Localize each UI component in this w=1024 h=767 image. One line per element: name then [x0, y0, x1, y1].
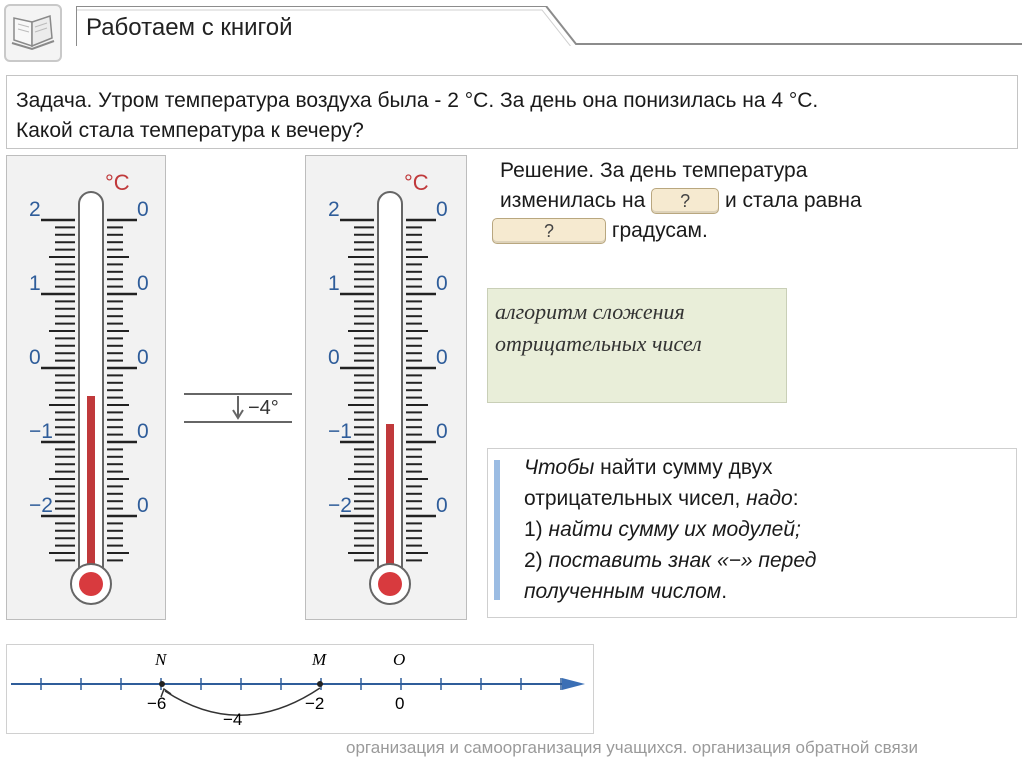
change-label: −4°	[248, 397, 279, 419]
solution-part-1: Решение. За день температура	[500, 159, 808, 182]
scale-label-left: 1	[328, 272, 340, 295]
number-line	[6, 644, 594, 734]
scale-label-left: 1	[29, 272, 41, 295]
scale-label-right: 0	[137, 198, 149, 221]
number-line-graphic	[7, 645, 595, 735]
rule-step2: поставить знак «−» перед	[548, 549, 817, 572]
bulb-left	[79, 572, 103, 596]
scale-label-right: 0	[137, 494, 149, 517]
unit-label: °C	[404, 170, 429, 195]
mercury-column-right	[386, 424, 394, 586]
task-line-1: Задача. Утром температура воздуха была - 2 °С. За день она понизилась на 4 °С.	[16, 89, 819, 112]
arc-label: −4	[223, 710, 243, 729]
scale-label-left: 0	[29, 346, 41, 369]
scale-label-left: −1	[328, 420, 352, 443]
solution-text	[500, 156, 1020, 246]
scale-label-right: 0	[436, 494, 448, 517]
scale-label-left: 0	[328, 346, 340, 369]
point-label-o: O	[393, 650, 406, 669]
scale-label-left: 2	[328, 198, 340, 221]
mercury-column-left	[87, 396, 95, 586]
scale-label-left: −2	[328, 494, 352, 517]
rule-line2: отрицательных чисел,	[524, 487, 747, 510]
arrow-right-icon	[562, 678, 585, 690]
rule-step2-number: 2)	[524, 549, 549, 572]
solution-part-4: градусам.	[611, 219, 708, 242]
bulb-right	[378, 572, 402, 596]
task-text	[16, 86, 1016, 146]
thermometer-right	[305, 155, 467, 620]
scale-label-left: −2	[29, 494, 53, 517]
tick-label-zero: 0	[395, 694, 405, 713]
scale-label-left: −1	[29, 420, 53, 443]
thermometer-right-graphic	[306, 156, 468, 621]
scale-label-left: 2	[29, 198, 41, 221]
answer-blank-1[interactable]: ?	[651, 188, 719, 214]
tick-label-minus2: −2	[305, 694, 325, 713]
point-label-m: M	[312, 650, 327, 669]
rule-step1: найти сумму их модулей;	[548, 518, 801, 541]
answer-blank-2[interactable]: ?	[492, 218, 606, 244]
book-icon[interactable]	[4, 4, 62, 62]
rule-line2-italic: надо	[746, 487, 793, 510]
temperature-change-indicator	[182, 388, 294, 428]
tick-label-minus6: −6	[147, 694, 167, 713]
rule-intro-rest: найти сумму двух	[594, 456, 773, 479]
rule-line2-colon: :	[792, 487, 799, 510]
thermometer-left-graphic	[7, 156, 167, 621]
scale-label-right: 0	[137, 272, 149, 295]
scale-label-right: 0	[137, 346, 149, 369]
scale-label-right: 0	[137, 420, 149, 443]
algorithm-link[interactable]: алгоритм сложения отрицательных чисел	[495, 299, 702, 356]
rule-intro-italic: Чтобы	[524, 456, 595, 479]
scale-label-right: 0	[436, 272, 448, 295]
rule-accent-bar	[494, 460, 500, 600]
footer-text: организация и самоорганизация учащихся. организация обратной связи	[346, 738, 918, 757]
scale-label-right: 0	[436, 346, 448, 369]
point-label-n: N	[155, 650, 167, 669]
rule-step1-number: 1)	[524, 518, 549, 541]
unit-label: °C	[105, 170, 130, 195]
solution-part-3: и стала равна	[724, 189, 862, 212]
rule-text	[524, 452, 1004, 607]
solution-part-2: изменилась на	[500, 189, 646, 212]
scale-label-right: 0	[436, 198, 448, 221]
rule-step3-end: .	[721, 580, 728, 603]
page-title: Работаем с книгой	[86, 14, 293, 41]
scale-label-right: 0	[436, 420, 448, 443]
rule-step3: полученным числом	[524, 580, 722, 603]
task-line-2: Какой стала температура к вечеру?	[16, 119, 364, 142]
thermometer-left	[6, 155, 166, 620]
